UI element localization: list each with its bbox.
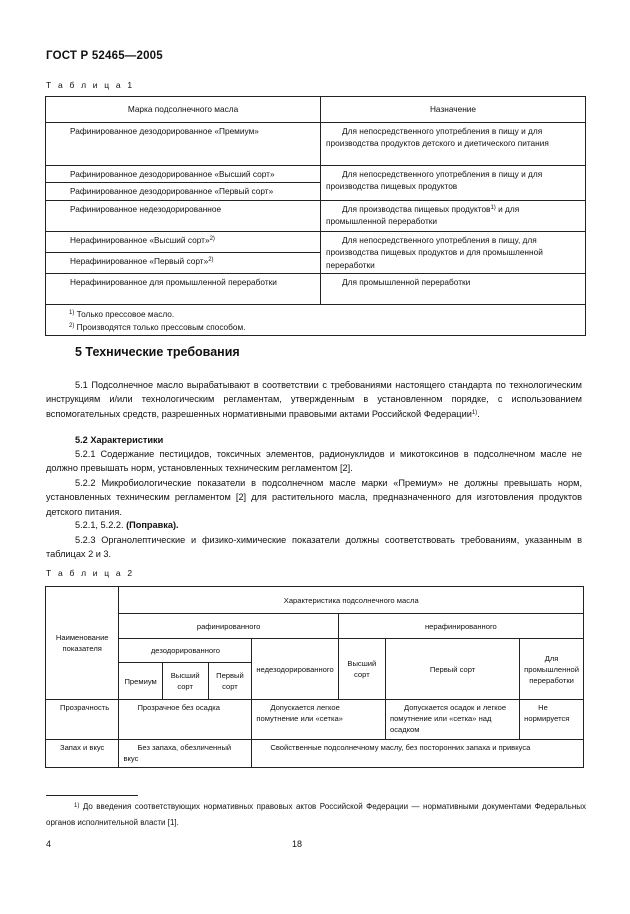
purpose-cell: Для непосредственного употребления в пищу, для производства пищевых продуктов и для промышленной переработки: [321, 231, 586, 274]
table2-caption: Т а б л и ц а 2: [46, 568, 135, 578]
column-header-grade: Марка подсолнечного масла: [46, 97, 321, 123]
footnote: $^{1)}$ До введения соответствующих нормативных правовых актов Российской Федерации — нормативными документами Федеральных органов исполнительной власти [1].: [46, 802, 586, 827]
column-header-purpose: Назначение: [321, 97, 586, 123]
header-indicator: Наименование показателя: [46, 587, 119, 700]
header-premium: Премиум: [119, 663, 162, 700]
header-nondeodorized: недезодорированного: [252, 639, 338, 700]
header-unrefined: нерафинированного: [338, 614, 583, 639]
purpose-cell: Для непосредственного употребления в пищу и для производства пищевых продуктов: [321, 165, 586, 200]
value-cell: Допускается легкое помутнение или «сетка»: [252, 700, 386, 740]
grade-cell: Рафинированное дезодорированное «Первый сорт»: [46, 183, 321, 201]
table-header-row: [46, 97, 586, 123]
correction-note: 5.2.1, 5.2.2. (Поправка).: [75, 520, 179, 530]
header-deodorized: дезодорированного: [119, 639, 252, 663]
table-header-row: [46, 614, 584, 639]
subsection-title: 5.2 Характеристики: [75, 435, 164, 445]
table-header-row: [46, 639, 584, 663]
value-cell: Свойственные подсолнечному маслу, без посторонних запаха и привкуса: [252, 740, 584, 768]
table-row: [46, 200, 586, 231]
table-row: [46, 231, 586, 252]
value-cell: Допускается осадок и легкое помутнение или «сетка» над осадком: [385, 700, 519, 740]
grade-cell: Рафинированное недезодорированное: [46, 200, 321, 231]
paragraph-5-2-2: 5.2.2 Микробиологические показатели в подсолнечном масле марки «Премиум» не должны превышать норм, установленных техническим регламентом [2] для растительного масла, предназначенного для изготовления продуктов детского питания.: [46, 478, 582, 517]
table-row: [46, 740, 584, 768]
purpose-cell: Для непосредственного употребления в пищу и для производства продуктов детского и диетического питания: [321, 122, 586, 165]
grade-cell: Рафинированное дезодорированное «Премиум»: [46, 122, 321, 165]
table1-caption: Т а б л и ц а 1: [46, 80, 135, 90]
table-notes: [46, 305, 586, 336]
purpose-cell: Для промышленной переработки: [321, 274, 586, 305]
page-number-left: 4: [46, 839, 52, 849]
table-row: [46, 274, 586, 305]
value-cell: Не нормируется: [520, 700, 584, 740]
value-cell: Без запаха, обезличенный вкус: [119, 740, 252, 768]
page-number-center: 18: [292, 839, 303, 849]
paragraph-5-2-1: 5.2.1 Содержание пестицидов, токсичных элементов, радионуклидов и микотоксинов в подсолнечном масле не должно превышать норм, установленных техническим регламентом [2].: [46, 449, 582, 474]
header-unrefined-first: Первый сорт: [385, 639, 519, 700]
indicator-cell: Прозрачность: [46, 700, 119, 740]
grade-cell: Нерафинированное для промышленной переработки: [46, 274, 321, 305]
footnote-divider: [46, 795, 138, 796]
grade-cell: Рафинированное дезодорированное «Высший сорт»: [46, 165, 321, 183]
section-title: 5 Технические требования: [75, 345, 240, 359]
table-row: [46, 165, 586, 183]
header-highest: Высший сорт: [162, 663, 208, 700]
note-1: $^{1)}$ Только прессовое масло.: [69, 309, 175, 319]
value-cell: Прозрачное без осадка: [119, 700, 252, 740]
table-header-row: [46, 587, 584, 614]
table2: [45, 586, 584, 768]
header-unrefined-highest: Высший сорт: [338, 639, 385, 700]
grade-cell: Нерафинированное «Первый сорт»$^{2)}$: [46, 252, 321, 273]
header-refined: рафинированного: [119, 614, 338, 639]
table-row: [46, 122, 586, 165]
table-row: [46, 700, 584, 740]
indicator-cell: Запах и вкус: [46, 740, 119, 768]
purpose-cell: Для производства пищевых продуктов$^{1)}$ и для промышленной переработки: [321, 200, 586, 231]
grade-cell: Нерафинированное «Высший сорт»$^{2)}$: [46, 231, 321, 252]
paragraph-5-2-3: 5.2.3 Органолептические и физико-химические показатели должны соответствовать требованиям, указанным в таблицах 2 и 3.: [46, 535, 582, 560]
note-2: $^{2)}$ Производятся только прессовым способом.: [69, 321, 246, 332]
header-first: Первый сорт: [208, 663, 252, 700]
header-characteristic: Характеристика подсолнечного масла: [119, 587, 584, 614]
table-notes-row: [46, 305, 586, 336]
table1: [45, 96, 586, 336]
paragraph-5-1: 5.1 Подсолнечное масло вырабатывают в соответствии с требованиями настоящего стандарта по технологическим инструкциям и/или технологическим регламентам, утвержденным в установленном порядке, с использованием вспомогательных средств, разрешенных нормативными правовыми актами Российской Федерации$^{1)}$.: [46, 380, 582, 419]
document-code: ГОСТ Р 52465—2005: [46, 50, 163, 62]
header-industrial: Для промышленной переработки: [520, 639, 584, 700]
